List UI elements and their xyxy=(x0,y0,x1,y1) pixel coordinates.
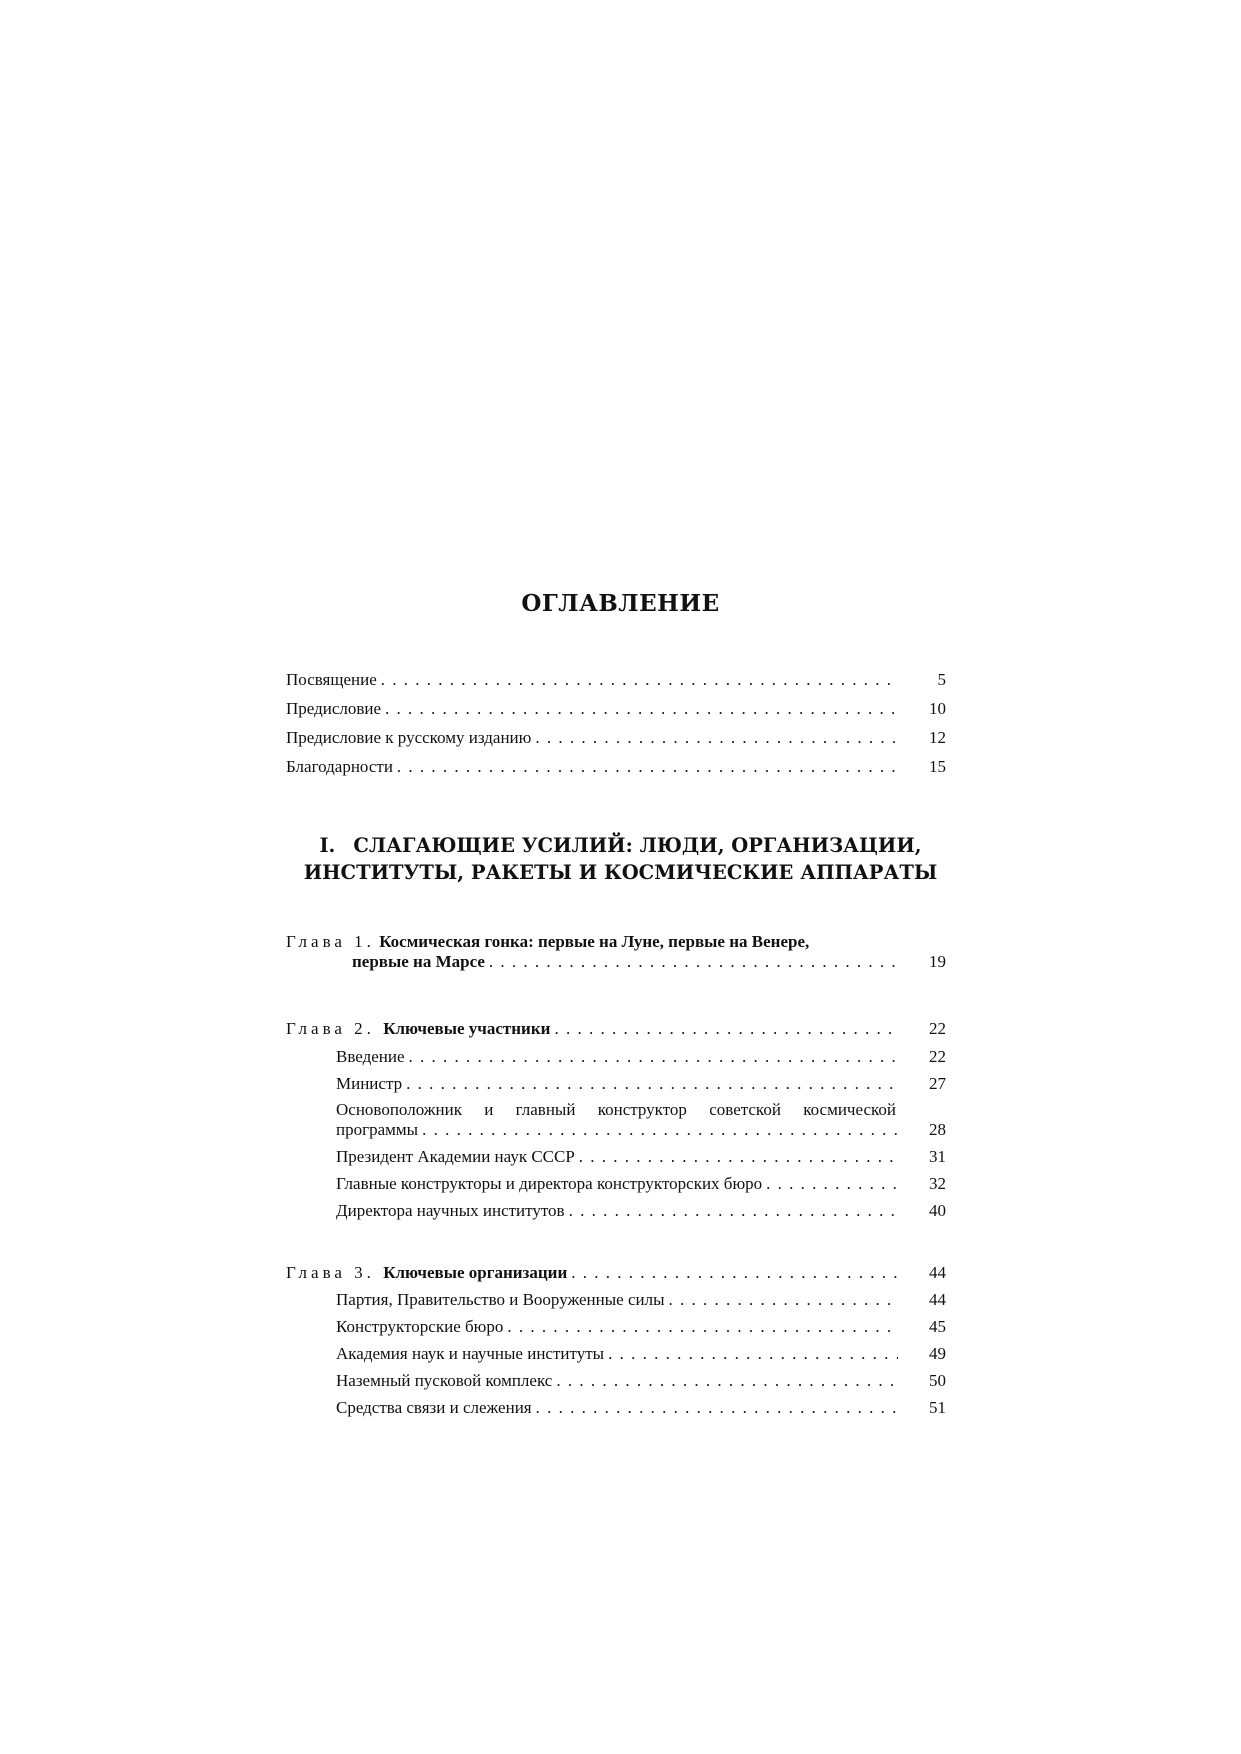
toc-entry-label: Министр xyxy=(336,1074,403,1093)
chapter-title-line2 xyxy=(352,952,946,972)
toc-page-number: 15 xyxy=(929,757,946,776)
toc-page-number: 44 xyxy=(929,1263,946,1282)
toc-page-number: 32 xyxy=(929,1174,946,1193)
dot-leader xyxy=(579,1147,898,1167)
chapter-title: Ключевые участники xyxy=(383,1019,551,1038)
toc-chapter-3[interactable] xyxy=(286,1263,946,1283)
toc-entry-label: Введение xyxy=(336,1047,405,1066)
dot-leader xyxy=(569,1201,898,1221)
toc-entry-label: Директора научных институтов xyxy=(336,1201,565,1220)
dot-leader xyxy=(536,1398,898,1418)
toc-entry-acknowledgements[interactable] xyxy=(286,757,946,777)
dot-leader xyxy=(409,1047,898,1067)
toc-page-number: 31 xyxy=(929,1147,946,1166)
toc-section-chief-designer[interactable] xyxy=(336,1100,946,1140)
toc-page-number: 50 xyxy=(929,1371,946,1390)
toc-chapter-1[interactable] xyxy=(286,932,946,972)
toc-section-chief-designers[interactable] xyxy=(336,1174,946,1194)
chapter-title: Космическая гонка: первые на Луне, первые на Венере, xyxy=(379,932,810,951)
toc-entry-label: Партия, Правительство и Вооруженные силы xyxy=(336,1290,665,1309)
dot-leader xyxy=(507,1317,898,1337)
toc-page-number: 12 xyxy=(929,728,946,747)
dot-leader xyxy=(766,1174,898,1194)
toc-entry-label: Наземный пусковой комплекс xyxy=(336,1371,553,1390)
toc-section-introduction[interactable] xyxy=(336,1047,946,1067)
dot-leader xyxy=(381,670,898,690)
toc-entry-label: Посвящение xyxy=(286,670,377,689)
toc-chapter-2[interactable] xyxy=(286,1019,946,1039)
toc-page-number: 10 xyxy=(929,699,946,718)
toc-section-institute-directors[interactable] xyxy=(336,1201,946,1221)
chapter-heading xyxy=(286,1263,567,1283)
toc-page-number: 5 xyxy=(937,670,946,689)
dot-leader xyxy=(385,699,898,719)
toc-entry-label-line1: Основоположник и главный конструктор советской космической xyxy=(336,1100,896,1119)
toc-page-number: 22 xyxy=(929,1047,946,1066)
dot-leader xyxy=(535,728,898,748)
toc-section-communications[interactable] xyxy=(336,1398,946,1418)
dot-leader xyxy=(397,757,898,777)
toc-entry-label-line2-row xyxy=(336,1120,946,1140)
toc-entry-label: Главные конструкторы и директора конструкторских бюро xyxy=(336,1174,763,1193)
chapter-title-continued: первые на Марсе xyxy=(352,952,485,971)
toc-page-number: 44 xyxy=(929,1290,946,1309)
toc-section-minister[interactable] xyxy=(336,1074,946,1094)
chapter-prefix: Глава 2. xyxy=(286,1019,375,1038)
toc-entry-dedication[interactable] xyxy=(286,670,946,690)
dot-leader xyxy=(489,952,898,972)
dot-leader xyxy=(406,1074,898,1094)
part-number: I. xyxy=(319,834,336,857)
dot-leader xyxy=(422,1120,898,1140)
chapter-prefix: Глава 3. xyxy=(286,1263,375,1282)
part-title-line2: ИНСТИТУТЫ, РАКЕТЫ И КОСМИЧЕСКИЕ АППАРАТЫ xyxy=(303,861,938,884)
toc-page-number: 45 xyxy=(929,1317,946,1336)
toc-section-design-bureaus[interactable] xyxy=(336,1317,946,1337)
part-heading[interactable] xyxy=(0,832,1241,886)
dot-leader xyxy=(608,1344,898,1364)
toc-section-academy-institutes[interactable] xyxy=(336,1344,946,1364)
chapter-title-line1 xyxy=(286,932,946,952)
toc-entry-label: Предисловие xyxy=(286,699,382,718)
dot-leader xyxy=(556,1371,898,1391)
toc-page-number: 28 xyxy=(929,1120,946,1139)
toc-entry-label: Академия наук и научные институты xyxy=(336,1344,605,1363)
toc-title: ОГЛАВЛЕНИЕ xyxy=(521,590,720,617)
toc-entry-preface[interactable] xyxy=(286,699,946,719)
chapter-prefix: Глава 1. xyxy=(286,932,375,951)
toc-page-number: 22 xyxy=(929,1019,946,1038)
chapter-title: Ключевые организации xyxy=(383,1263,568,1282)
toc-entry-label: Предисловие к русскому изданию xyxy=(286,728,532,747)
toc-entry-label: Президент Академии наук СССР xyxy=(336,1147,575,1166)
toc-page-number: 51 xyxy=(929,1398,946,1417)
toc-section-academy-president[interactable] xyxy=(336,1147,946,1167)
dot-leader xyxy=(669,1290,898,1310)
dot-leader xyxy=(571,1263,898,1283)
toc-entry-label-line2: программы xyxy=(336,1120,419,1139)
toc-entry-label: Конструкторские бюро xyxy=(336,1317,504,1336)
dot-leader xyxy=(554,1019,898,1039)
toc-page-number: 27 xyxy=(929,1074,946,1093)
toc-page-number: 49 xyxy=(929,1344,946,1363)
toc-section-party-government[interactable] xyxy=(336,1290,946,1310)
part-heading-line1 xyxy=(0,832,1241,859)
toc-page-number: 19 xyxy=(929,952,946,971)
part-title-line1: СЛАГАЮЩИЕ УСИЛИЙ: ЛЮДИ, ОРГАНИЗАЦИИ, xyxy=(353,834,922,857)
toc-entry-label: Средства связи и слежения xyxy=(336,1398,532,1417)
toc-section-launch-complex[interactable] xyxy=(336,1371,946,1391)
toc-entry-russian-preface[interactable] xyxy=(286,728,946,748)
toc-entry-label: Благодарности xyxy=(286,757,393,776)
chapter-heading xyxy=(286,1019,550,1039)
toc-page-number: 40 xyxy=(929,1201,946,1220)
